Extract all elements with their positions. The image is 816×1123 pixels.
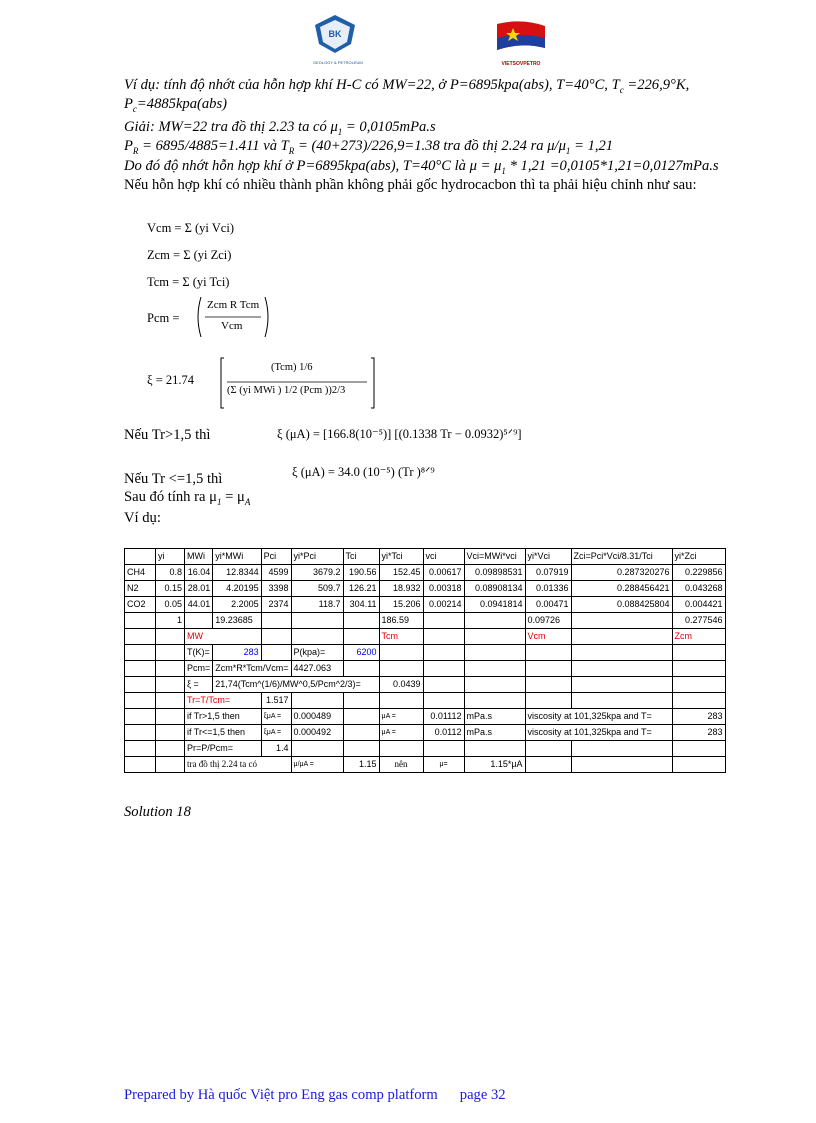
mu-a-label: μA = <box>379 709 423 725</box>
viscosity-label: viscosity at 101,325kpa and T= <box>525 725 672 741</box>
footer <box>124 1087 506 1104</box>
ratio-label: μ/μA = <box>291 757 343 773</box>
table-cell: 4599 <box>261 565 291 581</box>
pcm-expr: Zcm*R*Tcm/Vcm= <box>213 661 291 677</box>
xi-label: ξ = <box>185 677 213 693</box>
table-cell: 0.00471 <box>525 597 571 613</box>
pr-value: 1.4 <box>261 741 291 757</box>
bk-letters: BK <box>328 29 342 39</box>
table-row-final <box>125 757 726 773</box>
pcm-value: 4427.063 <box>291 661 343 677</box>
xi-numerator: (Tcm) 1/6 <box>271 362 313 373</box>
table-cell: 18.932 <box>379 581 423 597</box>
tra-label: tra đồ thị 2.24 ta có <box>185 757 292 773</box>
table-cell: 28.01 <box>185 581 213 597</box>
t-label: T(K)= <box>185 645 213 661</box>
condition-2-text: Nếu Tr <=1,5 thì <box>124 471 223 487</box>
viscosity-t: 283 <box>672 725 725 741</box>
after-line-1: Sau đó tính ra $\mu_1 = \mu_A$ <box>124 489 251 507</box>
unit-label: mPa.s <box>464 725 525 741</box>
pcm-denominator: Vcm <box>221 320 243 332</box>
table-cell: 0.00214 <box>423 597 464 613</box>
table-cell: 126.21 <box>343 581 379 597</box>
zcm-formula: Zcm = Σ (yi Zci) <box>147 248 232 262</box>
table-cell: CH4 <box>125 565 156 581</box>
table-cell: 1 <box>156 613 185 629</box>
label-vcm: Vcm <box>525 629 571 645</box>
table-cell: 0.00617 <box>423 565 464 581</box>
table-row-n2 <box>125 581 726 597</box>
xi-value: 0.0439 <box>379 677 423 693</box>
mixing-rules-formulas <box>147 213 383 413</box>
intro-line-4: $P_R = 6895/4885=1.411$ và $T_R = (40+273)/226,9=1.38$ tra đồ thị 2.24 ra $\mu/\mu_1 = 1,21$ <box>124 138 614 156</box>
table-cell: 0.043268 <box>672 581 725 597</box>
table-row-co2 <box>125 597 726 613</box>
table-row-tr <box>125 693 726 709</box>
label-zcm: Zcm <box>672 629 725 645</box>
solution-caption: Solution 18 <box>124 804 191 820</box>
viscosity-label: viscosity at 101,325kpa and T= <box>525 709 672 725</box>
intro-line-3: Giải: MW=22 tra đồ thị 2.23 ta có $\mu_1 = 0,0105mPa.s$ <box>124 119 436 137</box>
if1-label: if Tr>1,5 then <box>185 709 262 725</box>
table-cell: 3679.2 <box>291 565 343 581</box>
table-cell: 0.01336 <box>525 581 571 597</box>
table-cell: CO2 <box>125 597 156 613</box>
table-row-pcm <box>125 661 726 677</box>
bk-caption: GEOLOGY & PETROLEUM <box>313 60 363 65</box>
table-cell: 304.11 <box>343 597 379 613</box>
table-cell <box>343 613 379 629</box>
unit-label: mPa.s <box>464 709 525 725</box>
table-cell: 118.7 <box>291 597 343 613</box>
header-cell: Tci <box>343 549 379 565</box>
header-cell: yi*Tci <box>379 549 423 565</box>
condition-1-formula: ξ (μA) = [166.8(10⁻⁵)] [(0.1338 Tr − 0.0932)⁵ᐟ⁹] <box>277 427 522 441</box>
xi-mu-label: ξμA = <box>261 709 291 725</box>
if1-value: 0.000489 <box>291 709 343 725</box>
bk-shield-icon <box>313 14 357 54</box>
table-cell: 152.45 <box>379 565 423 581</box>
pr-label: Pr=P/Pcm= <box>185 741 262 757</box>
xi-mu-label: ξμA = <box>261 725 291 741</box>
table-cell: 0.07919 <box>525 565 571 581</box>
xi-fraction <box>219 356 379 410</box>
table-cell: 2.2005 <box>213 597 261 613</box>
if2-mu: 0.0112 <box>423 725 464 741</box>
table-cell: 12.8344 <box>213 565 261 581</box>
table-cell: 3398 <box>261 581 291 597</box>
p-label: P(kpa)= <box>291 645 343 661</box>
table-cell <box>571 613 672 629</box>
label-tcm: Tcm <box>379 629 423 645</box>
table-cell <box>423 613 464 629</box>
table-cell: 0.09726 <box>525 613 571 629</box>
table-cell: N2 <box>125 581 156 597</box>
mu-eq-label: μ= <box>423 757 464 773</box>
table-cell: 0.288456421 <box>571 581 672 597</box>
vietsovpetro-caption: VIETSOVPETRO <box>501 61 541 67</box>
vietsovpetro-flag-icon <box>493 20 549 54</box>
header-cell: Pci <box>261 549 291 565</box>
table-row-ch4 <box>125 565 726 581</box>
viscosity-t: 283 <box>672 709 725 725</box>
table-cell: 186.59 <box>379 613 423 629</box>
table-cell: 0.287320276 <box>571 565 672 581</box>
table-cell: 0.8 <box>156 565 185 581</box>
table-cell <box>464 613 525 629</box>
ratio-value: 1.15 <box>343 757 379 773</box>
header-cell: Vci=MWi*vci <box>464 549 525 565</box>
table-cell: 0.088425804 <box>571 597 672 613</box>
table-cell: 0.05 <box>156 597 185 613</box>
pcm-numerator: Zcm R Tcm <box>207 299 260 311</box>
label-mw: MW <box>185 629 262 645</box>
table-cell <box>291 613 343 629</box>
if2-value: 0.000492 <box>291 725 343 741</box>
nen-label: nên <box>379 757 423 773</box>
vietsovpetro-logo <box>493 20 549 67</box>
table-row-tp <box>125 645 726 661</box>
table-cell: 0.08908134 <box>464 581 525 597</box>
table-cell: 0.004421 <box>672 597 725 613</box>
table-cell: 509.7 <box>291 581 343 597</box>
table-header-row <box>125 549 726 565</box>
header-cell: vci <box>423 549 464 565</box>
intro-line-1: Ví dụ: tính độ nhớt của hỗn hợp khí H-C có MW=22, ở P=6895kpa(abs), T=40°C, $T_c =226,9^\circ K$, <box>124 77 690 95</box>
calculation-table <box>124 548 726 773</box>
table-cell: 2374 <box>261 597 291 613</box>
table-row-xi <box>125 677 726 693</box>
tcm-formula: Tcm = Σ (yi Tci) <box>147 275 230 289</box>
page-number: page 32 <box>459 1087 506 1103</box>
header-cell: yi*MWi <box>213 549 261 565</box>
pcm-lhs: Pcm = <box>147 311 180 325</box>
intro-line-2: $P_c=4885kpa(abs)$ <box>124 96 228 114</box>
table-cell: 15.206 <box>379 597 423 613</box>
table-cell: 0.229856 <box>672 565 725 581</box>
header-cell: yi*Pci <box>291 549 343 565</box>
table-cell: 4.20195 <box>213 581 261 597</box>
table-cell: 190.56 <box>343 565 379 581</box>
mu-a-label: μA = <box>379 725 423 741</box>
table-cell: 0.09898531 <box>464 565 525 581</box>
t-value: 283 <box>213 645 261 661</box>
pcm-fraction <box>195 295 271 339</box>
pcm-label: Pcm= <box>185 661 213 677</box>
vcm-formula: Vcm = Σ (yi Vci) <box>147 221 234 235</box>
table-cell: 16.04 <box>185 565 213 581</box>
footer-text: Prepared by Hà quốc Việt pro Eng gas comp platform <box>124 1087 438 1103</box>
table-cell: 0.0941814 <box>464 597 525 613</box>
xi-denominator: (Σ (yi MWi ) 1/2 (Pcm ))2/3 <box>227 385 346 396</box>
bk-logo <box>313 14 363 66</box>
table-cell: 44.01 <box>185 597 213 613</box>
xi-lhs: ξ = 21.74 <box>147 373 194 387</box>
table-row-if1 <box>125 709 726 725</box>
table-row-labels <box>125 629 726 645</box>
table-cell: 0.00318 <box>423 581 464 597</box>
final-value: 1.15*μA <box>464 757 525 773</box>
after-line-2: Ví dụ: <box>124 510 161 526</box>
table-cell: 0.15 <box>156 581 185 597</box>
condition-2-formula: ξ (μA) = 34.0 (10⁻⁵) (Tr )⁸ᐟ⁹ <box>292 465 435 479</box>
tr-label: Tr=T/Tcm= <box>185 693 262 709</box>
condition-1-text: Nếu Tr>1,5 thì <box>124 427 211 443</box>
header-cell: Zci=Pci*Vci/8.31/Tci <box>571 549 672 565</box>
intro-line-6: Nếu hỗn hợp khí có nhiều thành phần không phải gốc hydrocacbon thì ta phải hiệu chỉnh như sau: <box>124 177 697 193</box>
header-cell <box>125 549 156 565</box>
xi-expr: 21,74(Tcm^(1/6)/MW^0,5/Pcm^2/3)= <box>213 677 379 693</box>
table-cell <box>261 613 291 629</box>
table-cell: 0.277546 <box>672 613 725 629</box>
if1-mu: 0.01112 <box>423 709 464 725</box>
p-value: 6200 <box>343 645 379 661</box>
tr-value: 1.517 <box>261 693 291 709</box>
intro-line-5: Do đó độ nhớt hỗn hợp khí ở P=6895kpa(abs), T=40°C là $\mu = \mu_1 * 1,21 =0,0105*1,21=0,0127mPa.s$ <box>124 158 719 176</box>
table-cell: 19.23685 <box>213 613 261 629</box>
table-cell <box>185 613 213 629</box>
if2-label: if Tr<=1,5 then <box>185 725 262 741</box>
table-row-sum <box>125 613 726 629</box>
table-row-if2 <box>125 725 726 741</box>
table-row-pr <box>125 741 726 757</box>
header-cell: yi*Zci <box>672 549 725 565</box>
header-cell: yi*Vci <box>525 549 571 565</box>
table-cell <box>125 613 156 629</box>
header-cell: MWi <box>185 549 213 565</box>
header-cell: yi <box>156 549 185 565</box>
